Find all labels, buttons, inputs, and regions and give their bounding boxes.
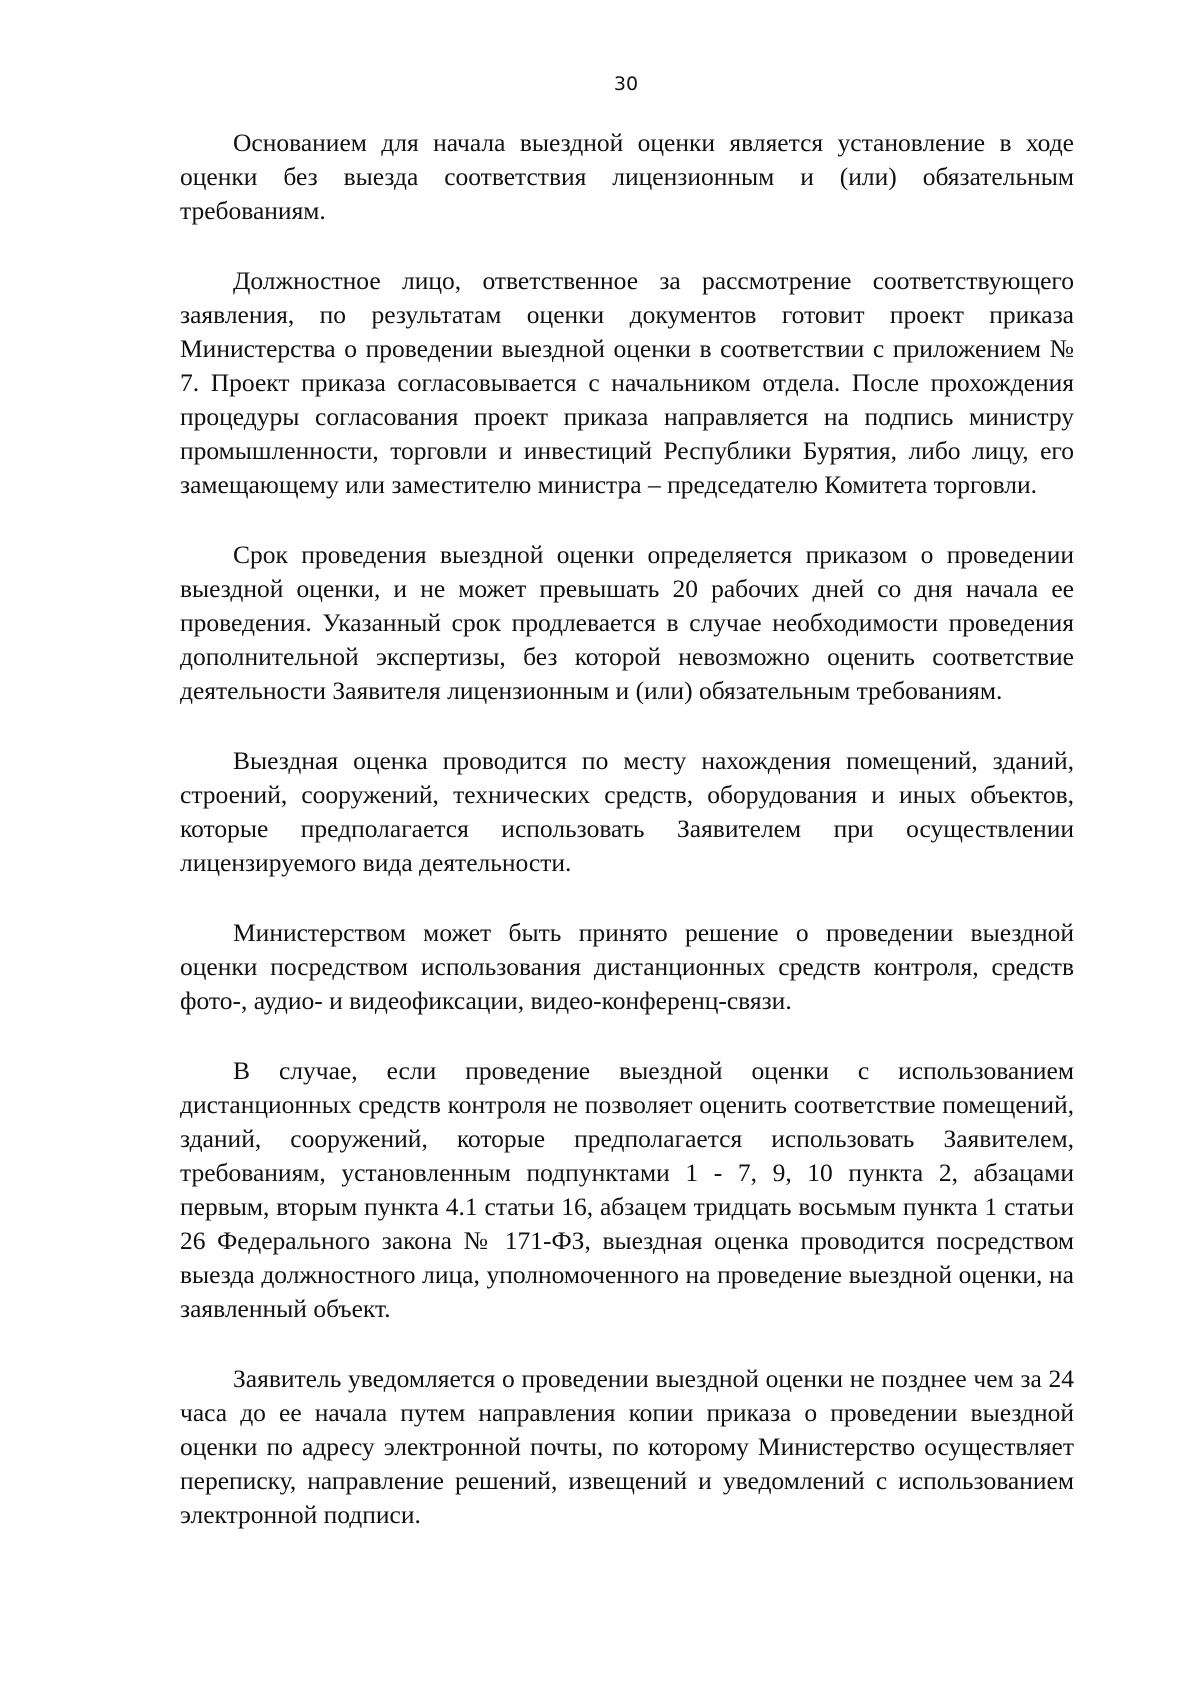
- paragraph-5: Министерством может быть принято решение о проведении выездной оценки посредством использования дистанционных средств контроля, средств фото-, аудио- и видеофиксации, видео-конференц-связи.: [180, 918, 1074, 1015]
- paragraph-7: Заявитель уведомляется о проведении выездной оценки не позднее чем за 24 часа до ее начала путем направления копии приказа о проведении выездной оценки по адресу электронной почты, по которому Министерство осуществляет переписку, направление решений, извещений и уведомлений с использованием электронной подписи.: [180, 1364, 1074, 1529]
- paragraph-3: Срок проведения выездной оценки определяется приказом о проведении выездной оценки, и не может превышать 20 рабочих дней со дня начала ее проведения. Указанный срок продлевается в случае необходимости проведения дополнительной экспертизы, без которой невозможно оценить соответствие деятельности Заявителя лицензионным и (или) обязательным требованиям.: [180, 540, 1074, 705]
- page-number: 30: [613, 73, 639, 95]
- paragraph-6: В случае, если проведение выездной оценки с использованием дистанционных средств контроля не позволяет оценить соответствие помещений, зданий, сооружений, которые предполагается использовать Заявителем, требованиям, установленным подпунктами 1 - 7, 9, 10 пункта 2, абзацами первым, вторым пункта 4.1 статьи 16, абзацем тридцать восьмым пункта 1 статьи 26 Федерального закона № 171-ФЗ, выездная оценка проводится посредством выезда должностного лица, уполномоченного на проведение выездной оценки, на заявленный объект.: [180, 1056, 1074, 1323]
- document-body: [180, 126, 1074, 1532]
- paragraph-1: Основанием для начала выездной оценки является установление в ходе оценки без выезда соответствия лицензионным и (или) обязательным требованиям.: [180, 128, 1074, 225]
- paragraph-4: Выездная оценка проводится по месту нахождения помещений, зданий, строений, сооружений, технических средств, оборудования и иных объектов, которые предполагается использовать Заявителем при осуществлении лицензируемого вида деятельности.: [180, 746, 1074, 877]
- paragraph-2: Должностное лицо, ответственное за рассмотрение соответствующего заявления, по результатам оценки документов готовит проект приказа Министерства о проведении выездной оценки в соответствии с приложением № 7. Проект приказа согласовывается с начальником отдела. После прохождения процедуры согласования проект приказа направляется на подпись министру промышленности, торговли и инвестиций Республики Бурятия, либо лицу, его замещающему или заместителю министра – председателю Комитета торговли.: [180, 266, 1074, 499]
